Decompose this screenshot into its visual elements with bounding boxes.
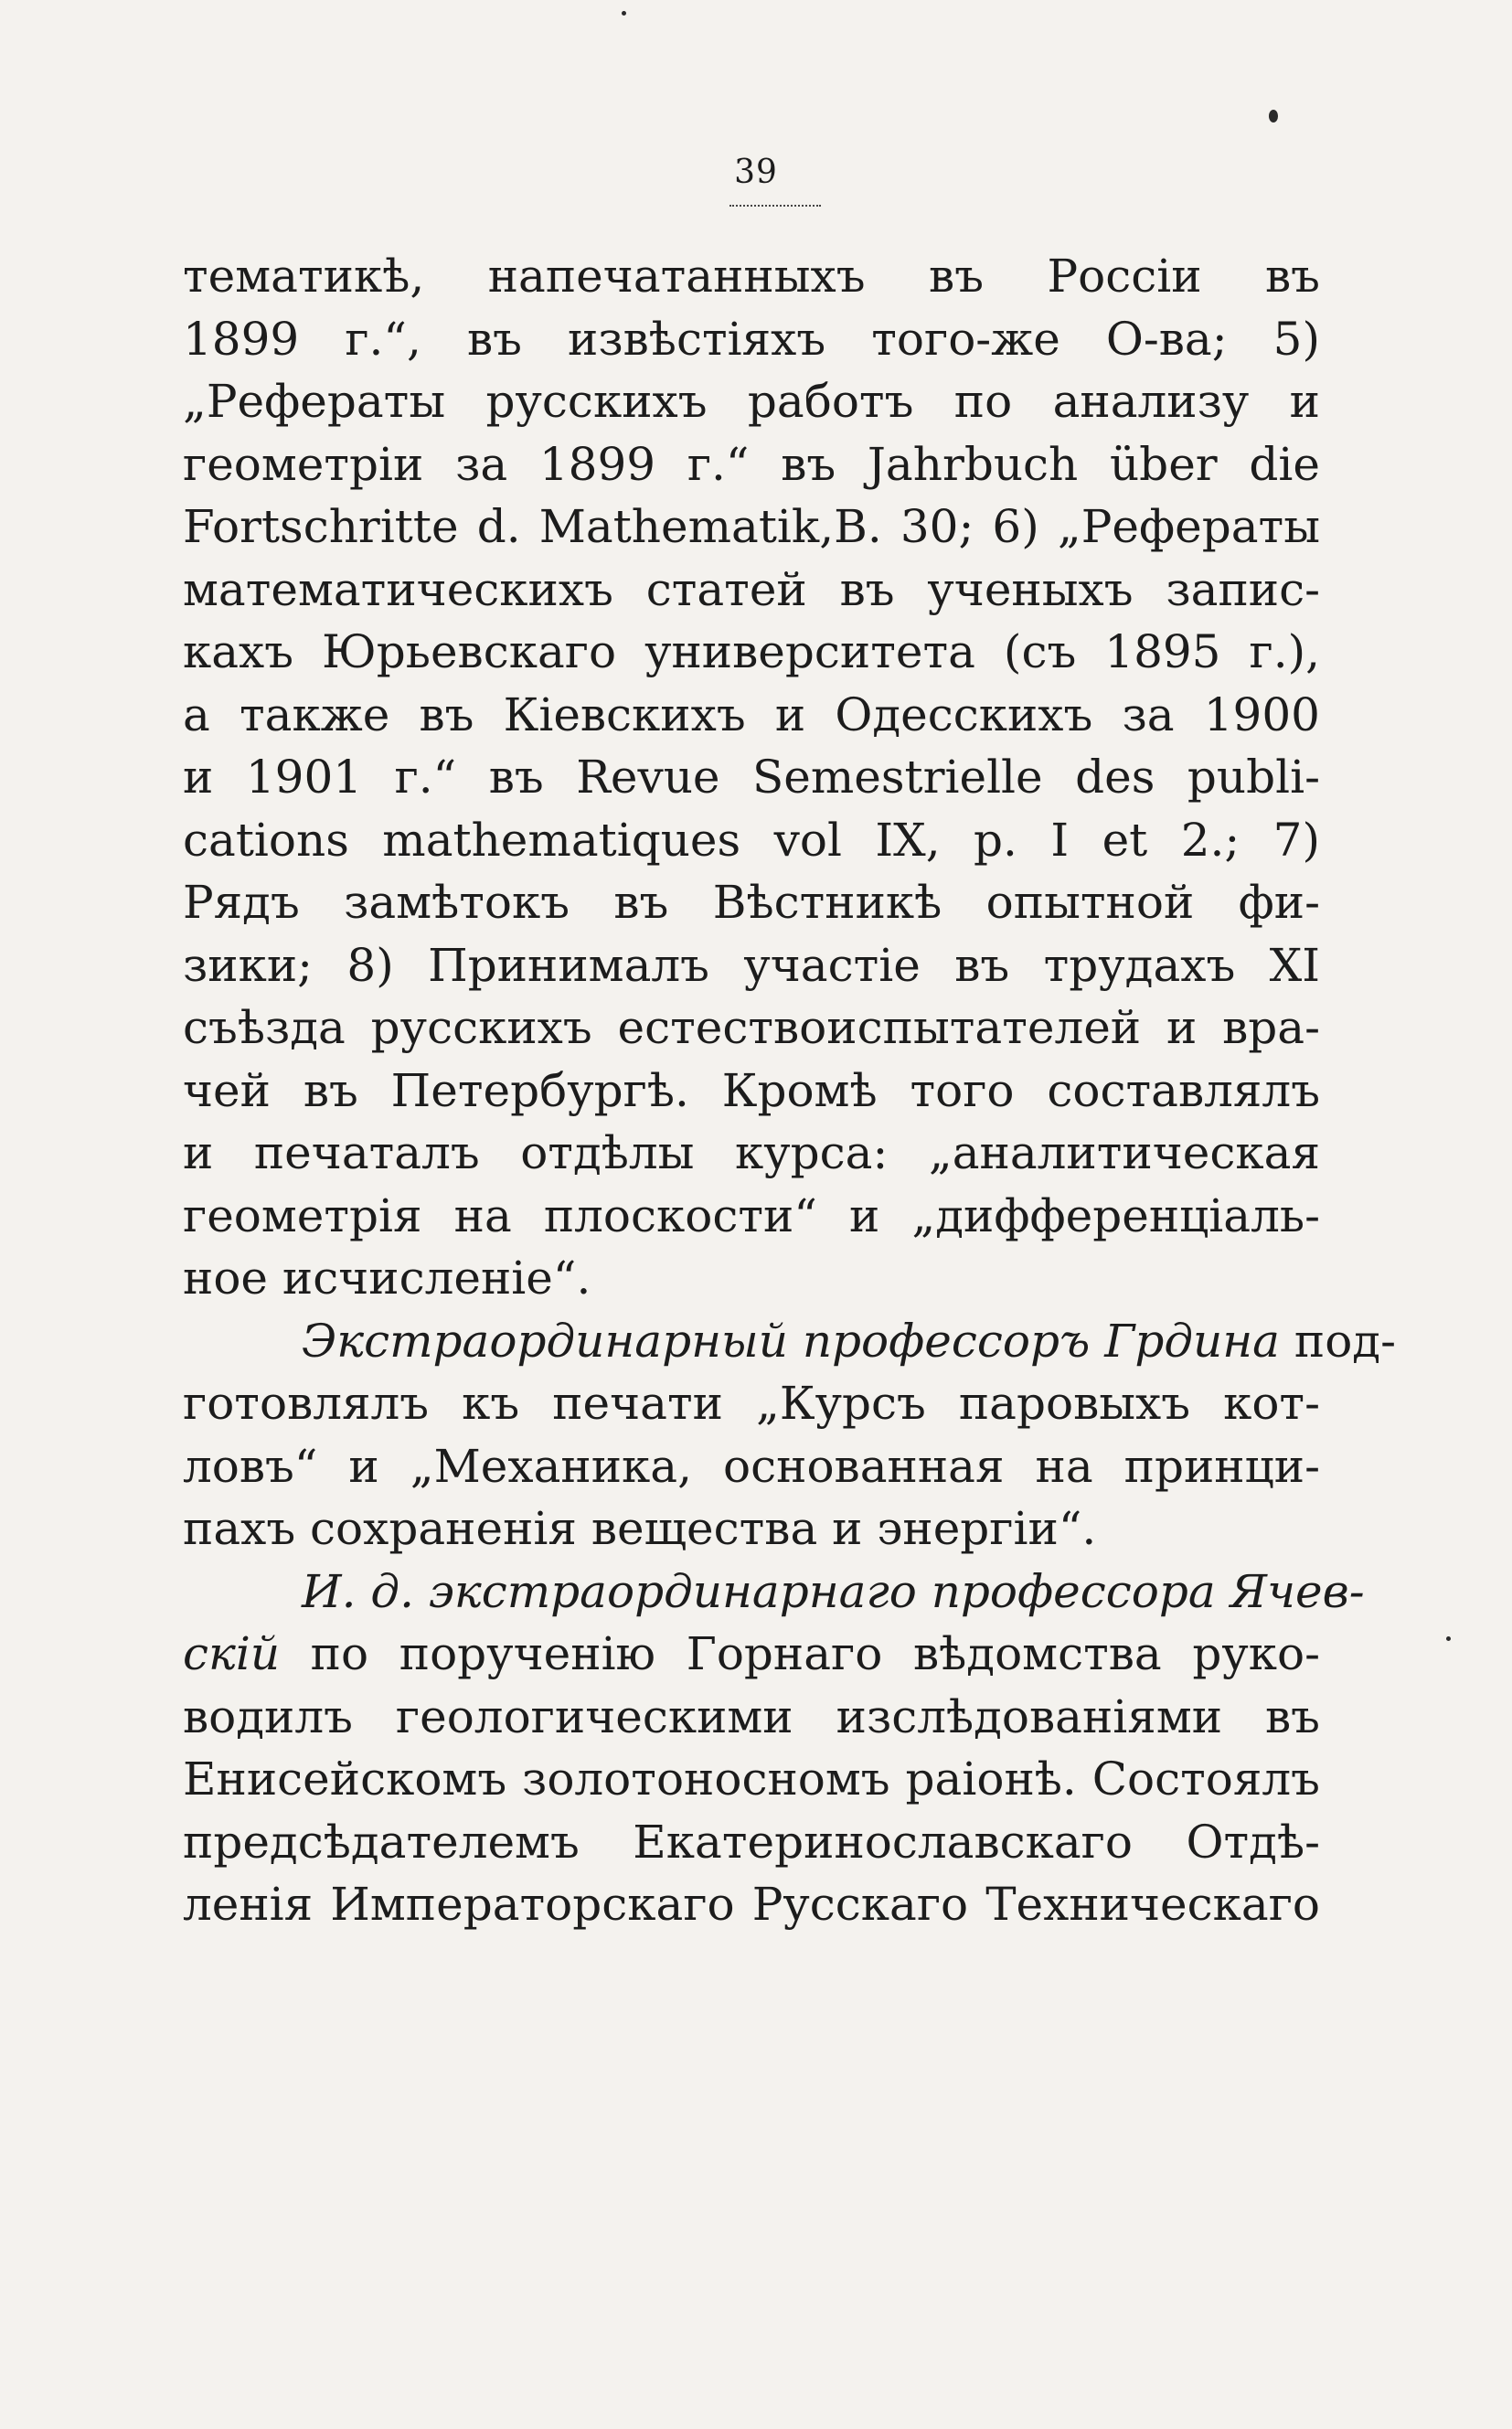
text-segment: математическихъ статей въ ученыхъ запис- bbox=[183, 562, 1320, 616]
text-segment: „Рефераты русскихъ работъ по анализу и bbox=[183, 375, 1320, 428]
text-line bbox=[183, 1435, 1320, 1498]
text-line bbox=[183, 370, 1320, 433]
text-segment: 1899 г.“, въ извѣстіяхъ того-же О-ва; 5) bbox=[183, 312, 1320, 366]
text-line bbox=[183, 1686, 1320, 1749]
text-line bbox=[183, 559, 1320, 622]
text-segment: геометріи за 1899 г.“ въ Jahrbuch über die bbox=[183, 437, 1320, 491]
text-segment: тематикѣ, напечатанныхъ въ Россіи въ bbox=[183, 250, 1320, 303]
page-number-rule bbox=[729, 205, 821, 207]
text-segment: Fortschritte d. Mathematik,B. 30; 6) „Рефераты bbox=[183, 500, 1320, 553]
text-segment: кахъ Юрьевскаго университета (съ 1895 г.), bbox=[183, 625, 1320, 678]
text-segment: пахъ сохраненія вещества и энергіи“. bbox=[183, 1502, 1097, 1555]
text-segment: и 1901 г.“ въ Revue Semestrielle des publi- bbox=[183, 751, 1320, 804]
text-line bbox=[183, 1372, 1320, 1435]
text-line bbox=[183, 996, 1320, 1060]
text-segment: чей въ Петербургѣ. Кромѣ того составлялъ bbox=[183, 1063, 1320, 1117]
text-segment: геометрія на плоскости“ и „дифференціаль- bbox=[183, 1188, 1320, 1242]
text-line bbox=[183, 621, 1320, 684]
text-segment: ленія Императорскаго Русскаго Техническаго bbox=[183, 1878, 1320, 1931]
text-line bbox=[183, 1623, 1320, 1686]
text-segment: а также въ Кіевскихъ и Одесскихъ за 1900 bbox=[183, 687, 1320, 741]
italic-text-segment: Экстраординарный профессоръ Грдина bbox=[302, 1314, 1280, 1368]
italic-text-segment: скій bbox=[183, 1627, 281, 1680]
text-line bbox=[183, 1748, 1320, 1811]
ink-speck bbox=[1269, 110, 1278, 123]
ink-speck bbox=[622, 11, 626, 16]
text-segment: Рядъ замѣтокъ въ Вѣстникѣ опытной фи- bbox=[183, 876, 1320, 929]
text-segment: предсѣдателемъ Екатеринославскаго Отдѣ- bbox=[183, 1815, 1320, 1869]
text-block bbox=[183, 245, 1396, 1936]
text-segment: ловъ“ и „Механика, основанная на принци- bbox=[183, 1439, 1320, 1493]
text-segment: под- bbox=[1279, 1314, 1396, 1368]
text-line bbox=[183, 746, 1320, 809]
text-segment: готовлялъ къ печати „Курсъ паровыхъ кот- bbox=[183, 1377, 1320, 1430]
text-segment: водилъ геологическими изслѣдованіями въ bbox=[183, 1689, 1320, 1743]
text-line bbox=[183, 934, 1320, 997]
page-number: 39 bbox=[734, 154, 778, 191]
ink-speck bbox=[1446, 1636, 1451, 1641]
text-line bbox=[183, 1247, 1320, 1310]
text-line bbox=[183, 1561, 1365, 1624]
text-line bbox=[183, 684, 1320, 747]
text-segment: cations mathematiques vol IX, p. I et 2.; 7) bbox=[183, 813, 1320, 867]
text-line bbox=[183, 1060, 1320, 1123]
text-segment: по порученію Горнаго вѣдомства руко- bbox=[280, 1627, 1320, 1680]
text-segment: и печаталъ отдѣлы курса: „аналитическая bbox=[183, 1126, 1320, 1179]
text-segment: ное исчисленіе“. bbox=[183, 1252, 591, 1305]
text-line bbox=[183, 1185, 1320, 1248]
text-line bbox=[183, 1811, 1320, 1874]
text-segment: зики; 8) Принималъ участіе въ трудахъ XI bbox=[183, 938, 1320, 992]
text-line bbox=[183, 1497, 1320, 1561]
text-line bbox=[183, 495, 1320, 559]
italic-text-segment: И. д. экстраординарнаго профессора Ячев- bbox=[302, 1564, 1365, 1618]
text-line bbox=[183, 308, 1320, 371]
text-line bbox=[183, 1122, 1320, 1185]
text-segment: Енисейскомъ золотоносномъ раіонѣ. Состоялъ bbox=[183, 1753, 1320, 1806]
text-line bbox=[183, 871, 1320, 934]
text-segment: съѣзда русскихъ естествоиспытателей и вра- bbox=[183, 1001, 1320, 1054]
text-line bbox=[183, 433, 1320, 496]
text-line bbox=[183, 1310, 1396, 1373]
text-line bbox=[183, 245, 1320, 308]
text-line bbox=[183, 809, 1320, 872]
text-line bbox=[183, 1873, 1320, 1936]
